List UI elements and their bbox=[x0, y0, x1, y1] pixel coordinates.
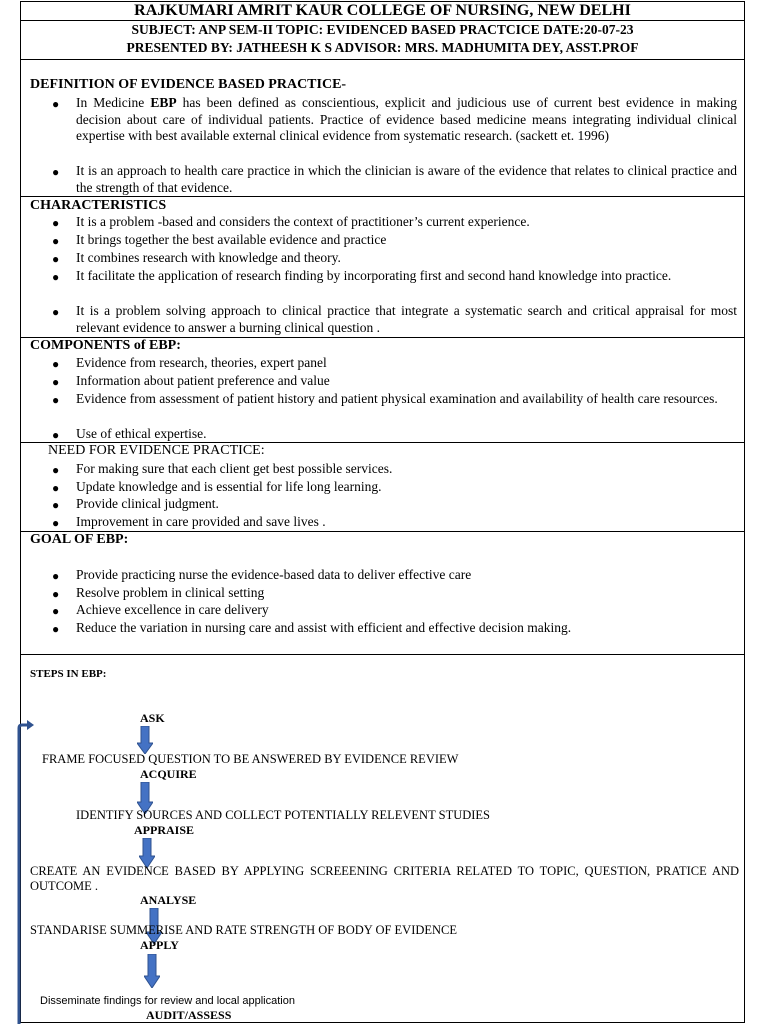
step-apply-description: Disseminate findings for review and local application bbox=[40, 995, 295, 1007]
goal-item: Achieve excellence in care delivery bbox=[76, 602, 269, 617]
goal-heading: GOAL OF EBP: bbox=[30, 532, 129, 547]
step-appraise: APPRAISE bbox=[134, 823, 195, 837]
characteristics-heading: CHARACTERISTICS bbox=[30, 198, 167, 213]
bullet-marker: ● bbox=[52, 97, 60, 111]
presenter-line: PRESENTED BY: JATHEESH K S ADVISOR: MRS. MADHUMITA DEY, ASST.PROF bbox=[126, 40, 639, 55]
bullet-marker: ● bbox=[52, 165, 60, 179]
bullet-marker: ● bbox=[52, 305, 60, 319]
characteristics-item: It brings together the best available evidence and practice bbox=[76, 232, 387, 247]
down-arrow-icon bbox=[144, 954, 160, 988]
definition-item-1: In Medicine EBP has been defined as conscientious, explicit and judicious use of current best evidence in making decision about care of individual patients. Practice of evidence based medicine means integrating individual clinical expertise with best available external clinical evidence from systematic research. (sackett et. 1996) bbox=[76, 95, 738, 143]
bullet-marker: ● bbox=[52, 622, 60, 636]
step-analyse-description: STANDARISE SUMMERISE AND RATE STRENGTH OF BODY OF EVIDENCE bbox=[30, 923, 458, 937]
bullet-marker: ● bbox=[52, 463, 60, 477]
components-item: Information about patient preference and value bbox=[76, 373, 330, 388]
step-ask-description: FRAME FOCUSED QUESTION TO BE ANSWERED BY EVIDENCE REVIEW bbox=[42, 752, 459, 766]
bullet-marker: ● bbox=[52, 375, 60, 389]
college-title: RAJKUMARI AMRIT KAUR COLLEGE OF NURSING, NEW DELHI bbox=[134, 2, 631, 19]
bullet-marker: ● bbox=[52, 252, 60, 266]
goal-item: Provide practicing nurse the evidence-based data to deliver effective care bbox=[76, 567, 472, 582]
need-item: For making sure that each client get best possible services. bbox=[76, 461, 393, 476]
steps-heading: STEPS IN EBP: bbox=[30, 668, 107, 680]
bullet-marker: ● bbox=[52, 270, 60, 284]
bullet-marker: ● bbox=[52, 498, 60, 512]
divider bbox=[21, 20, 744, 21]
need-item: Provide clinical judgment. bbox=[76, 496, 219, 511]
components-item: Use of ethical expertise. bbox=[76, 426, 207, 441]
step-audit: AUDIT/ASSESS bbox=[146, 1008, 232, 1022]
need-item: Update knowledge and is essential for life long learning. bbox=[76, 479, 382, 494]
goal-item: Resolve problem in clinical setting bbox=[76, 585, 265, 600]
step-apply: APPLY bbox=[140, 938, 179, 952]
components-item: Evidence from assessment of patient history and patient physical examination and availability of health care resources. bbox=[76, 391, 718, 406]
step-ask: ASK bbox=[140, 711, 165, 725]
bullet-marker: ● bbox=[52, 604, 60, 618]
divider bbox=[21, 196, 744, 197]
components-item: Evidence from research, theories, expert panel bbox=[76, 355, 327, 370]
bullet-marker: ● bbox=[52, 481, 60, 495]
characteristics-item: It combines research with knowledge and theory. bbox=[76, 250, 341, 265]
divider bbox=[21, 531, 744, 532]
bullet-marker: ● bbox=[52, 569, 60, 583]
bullet-marker: ● bbox=[52, 393, 60, 407]
step-acquire: ACQUIRE bbox=[140, 767, 197, 781]
divider bbox=[21, 654, 744, 655]
goal-item: Reduce the variation in nursing care and assist with efficient and effective decision making. bbox=[76, 620, 572, 635]
step-acquire-description: IDENTIFY SOURCES AND COLLECT POTENTIALLY RELEVENT STUDIES bbox=[76, 808, 491, 822]
definition-item-2: It is an approach to health care practice in which the clinician is aware of the evidence that relates to clinical practice and the strength of that evidence. bbox=[76, 163, 737, 195]
definition-heading: DEFINITION OF EVIDENCE BASED PRACTICE- bbox=[30, 77, 347, 92]
bullet-marker: ● bbox=[52, 587, 60, 601]
components-heading: COMPONENTS of EBP: bbox=[30, 338, 181, 353]
characteristics-item: It is a problem -based and considers the context of practitioner’s current experience. bbox=[76, 214, 530, 229]
bullet-marker: ● bbox=[52, 216, 60, 230]
characteristics-item: It facilitate the application of research finding by incorporating first and second hand knowledge into practice. bbox=[76, 268, 672, 283]
down-arrow-icon bbox=[137, 726, 153, 754]
bullet-marker: ● bbox=[52, 516, 60, 530]
characteristics-item: It is a problem solving approach to clinical practice that integrate a systematic search and critical appraisal for most relevant evidence to answer a burning clinical question . bbox=[76, 303, 737, 335]
bullet-marker: ● bbox=[52, 234, 60, 248]
step-analyse: ANALYSE bbox=[140, 893, 197, 907]
bullet-marker: ● bbox=[52, 357, 60, 371]
subject-line: SUBJECT: ANP SEM-II TOPIC: EVIDENCED BASED PRACTCICE DATE:20-07-23 bbox=[131, 22, 634, 37]
step-appraise-description: CREATE AN EVIDENCE BASED BY APPLYING SCREEENING CRITERIA RELATED TO TOPIC, QUESTION, PRATICE AND OUTCOME . bbox=[30, 864, 739, 893]
bullet-marker: ● bbox=[52, 428, 60, 442]
need-heading: NEED FOR EVIDENCE PRACTICE: bbox=[48, 443, 265, 458]
divider bbox=[21, 59, 744, 60]
need-item: Improvement in care provided and save lives . bbox=[76, 514, 326, 529]
